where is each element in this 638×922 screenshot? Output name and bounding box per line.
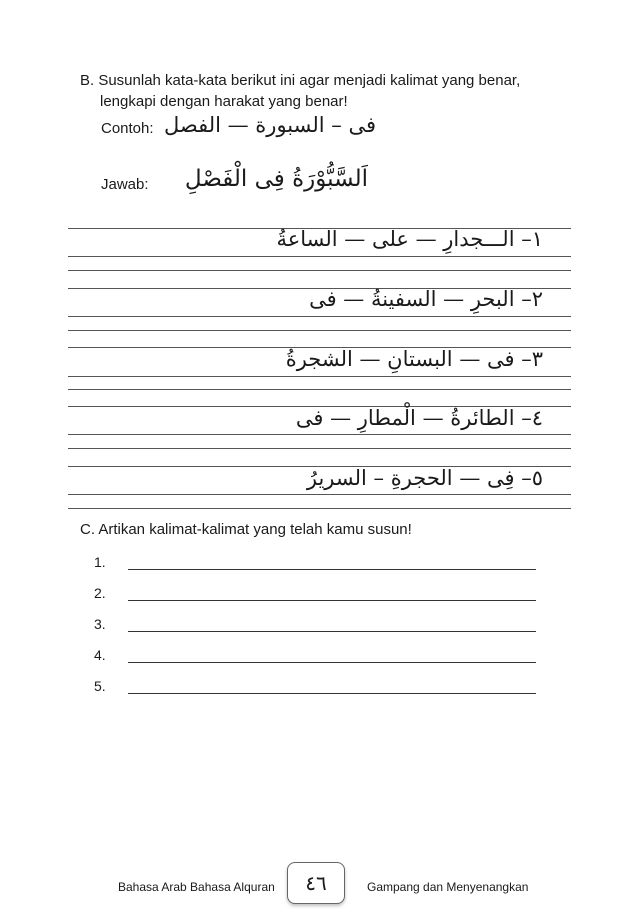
ruled-line — [68, 330, 571, 331]
answer-number-5: 5. — [94, 678, 106, 694]
page-number-badge — [287, 862, 345, 904]
ruled-line — [68, 376, 571, 377]
answer-number-4: 4. — [94, 647, 106, 663]
section-b-title-line1: B. Susunlah kata-kata berikut ini agar menjadi kalimat yang benar, — [80, 72, 521, 89]
answer-number-3: 3. — [94, 616, 106, 632]
ruled-line — [68, 508, 571, 509]
section-b-title-line2: lengkapi dengan harakat yang benar! — [100, 93, 348, 110]
example-label: Contoh: — [101, 120, 154, 137]
ruled-line — [68, 434, 571, 435]
footer-left-text: Bahasa Arab Bahasa Alquran — [118, 880, 275, 894]
exercise-row-1: ١– الـــجدارِ — على — الساعةُ — [276, 227, 543, 251]
answer-line-5[interactable] — [128, 681, 536, 694]
footer-right-text: Gampang dan Menyenangkan — [367, 880, 529, 894]
exercise-row-5: ٥– فِى — الحجرةِ – السريرُ — [306, 466, 543, 490]
answer-line-2[interactable] — [128, 588, 536, 601]
answer-label: Jawab: — [101, 176, 149, 193]
answer-number-1: 1. — [94, 554, 106, 570]
example-arabic-words: فى – السبورة — الفصل — [163, 113, 376, 137]
ruled-line — [68, 270, 571, 271]
answer-line-4[interactable] — [128, 650, 536, 663]
ruled-line — [68, 389, 571, 390]
exercise-row-3: ٣– فى — البستانِ — الشجرةُ — [285, 347, 543, 371]
page-number: ٤٦ — [305, 871, 327, 895]
ruled-line — [68, 448, 571, 449]
ruled-line — [68, 494, 571, 495]
exercise-row-2: ٢– البحرِ — السفينةُ — فى — [309, 287, 543, 311]
ruled-line — [68, 256, 571, 257]
section-c-instruction: C. Artikan kalimat-kalimat yang telah kamu susun! — [80, 521, 412, 538]
answer-arabic-sentence: اَلسَّبُّوْرَةُ فِى الْفَصْلِ — [184, 166, 368, 192]
ruled-line — [68, 316, 571, 317]
section-b-instruction — [80, 70, 580, 112]
exercise-row-4: ٤– الطائرةُ — الْمطارِ — فى — [295, 406, 543, 430]
answer-line-3[interactable] — [128, 619, 536, 632]
answer-line-1[interactable] — [128, 557, 536, 570]
answer-number-2: 2. — [94, 585, 106, 601]
